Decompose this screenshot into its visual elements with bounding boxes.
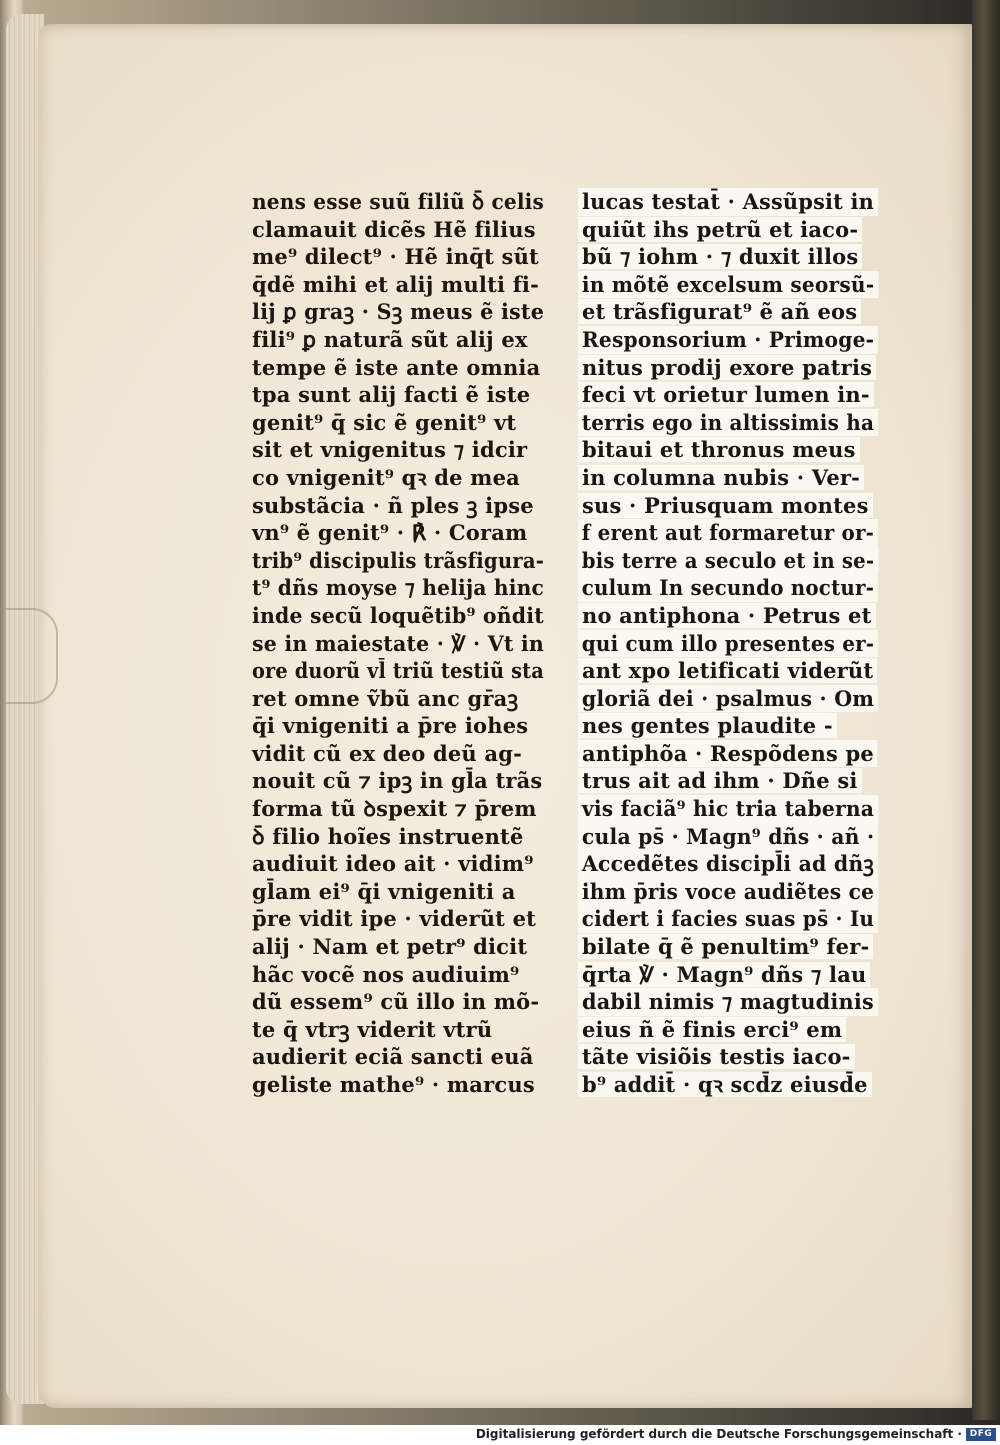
text-line bbox=[578, 850, 878, 878]
text-line bbox=[578, 878, 878, 906]
text-line-content: inde secũ loquẽtib⁹ oñdit bbox=[252, 602, 544, 628]
text-line bbox=[252, 216, 544, 244]
text-line bbox=[252, 961, 544, 989]
text-line-content: in mõtẽ excelsum seorsũ- bbox=[578, 271, 878, 299]
text-line bbox=[578, 961, 878, 989]
text-line-content: geliste mathe⁹ · marcus bbox=[252, 1072, 535, 1097]
text-line-content: feci vt orietur lumen in- bbox=[578, 382, 874, 407]
text-line-content: gl̄am ei⁹ q̄i vnigeniti a bbox=[252, 878, 516, 904]
text-line-content: ore duorũ vl̄ triũ testiũ sta bbox=[252, 658, 544, 684]
text-line bbox=[578, 1043, 878, 1071]
text-line-content: Responsorium · Primoge- bbox=[578, 326, 878, 354]
text-line-content: me⁹ dilect⁹ · Hẽ inq̄t sũt bbox=[252, 244, 539, 270]
text-line-content: substãcia · ñ ples ꝫ ipse bbox=[252, 492, 534, 518]
text-line bbox=[578, 354, 878, 382]
text-line-content: t⁹ dñs moyse ⁊ helija hinc bbox=[252, 575, 545, 601]
text-line bbox=[252, 354, 544, 382]
text-line-content: trib⁹ discipulis trãsfigura- bbox=[252, 547, 545, 573]
text-line-content: sit et vnigenitus ⁊ idcir bbox=[252, 437, 528, 463]
text-line bbox=[252, 712, 544, 740]
text-line-content: q̄i vnigeniti a p̄re iohes bbox=[252, 713, 529, 739]
text-line-content: antiphõa · Respõdens pe bbox=[578, 740, 878, 768]
text-line-content: co vnigenit⁹ qꝛ de mea bbox=[252, 464, 520, 490]
text-line-content: eius ñ ẽ finis erci⁹ em bbox=[578, 1017, 846, 1042]
text-line bbox=[578, 464, 878, 492]
text-line-content: q̄rta ℣ · Magn⁹ dñs ⁊ lau bbox=[578, 962, 870, 987]
text-line bbox=[578, 326, 878, 354]
text-line bbox=[578, 795, 878, 823]
text-line bbox=[252, 271, 544, 299]
text-line-content: gloriã dei · psalmus · Om bbox=[578, 685, 878, 713]
text-line bbox=[578, 216, 878, 244]
text-line bbox=[252, 243, 544, 271]
text-line-content: lucas testat̄ · Assũpsit in bbox=[578, 188, 878, 216]
text-line bbox=[252, 767, 544, 795]
text-line-content: no antiphona · Petrus et bbox=[578, 603, 876, 628]
text-line-content: dabil nimis ⁊ magtudinis bbox=[578, 988, 878, 1016]
text-line bbox=[252, 1071, 544, 1099]
text-line bbox=[578, 823, 878, 851]
text-line bbox=[252, 630, 544, 658]
text-line-content: ꝺ̄ filio hoĩes instruentẽ bbox=[252, 823, 524, 849]
text-line-content: nouit cũ ⁊ ipꝫ in gl̄a trãs bbox=[252, 768, 543, 794]
text-line bbox=[578, 988, 878, 1016]
digitization-credit: Digitalisierung gefördert durch die Deutsche Forschungsgemeinschaft · bbox=[475, 1427, 962, 1441]
text-line bbox=[252, 850, 544, 878]
text-line-content: ihm p̄ris voce audiẽtes ce bbox=[578, 878, 878, 906]
text-line-content: q̄dẽ mihi et alij multi fi- bbox=[252, 271, 540, 297]
text-line-content: vis faciã⁹ hic tria taberna bbox=[578, 795, 878, 823]
text-line-content: tãte visiõis testis iaco- bbox=[578, 1044, 855, 1069]
text-line bbox=[252, 519, 544, 547]
text-line bbox=[578, 243, 878, 271]
text-line-content: dũ essem⁹ cũ illo in mõ- bbox=[252, 989, 540, 1015]
text-line bbox=[578, 1016, 878, 1044]
text-line-content: bitaui et thronus meus bbox=[578, 437, 860, 462]
text-line-content: qui cum illo presentes er- bbox=[578, 630, 878, 658]
text-line-content: bũ ⁊ iohm · ⁊ duxit illos bbox=[578, 244, 862, 269]
text-line bbox=[578, 574, 878, 602]
text-line-content: in columna nubis · Ver- bbox=[578, 465, 864, 490]
text-line-content: fili⁹ ꝑ naturã sũt alij ex bbox=[252, 326, 528, 352]
text-line bbox=[252, 298, 544, 326]
text-line-content: terris ego in altissimis ha bbox=[578, 409, 878, 437]
text-line bbox=[578, 409, 878, 437]
text-line-content: cula ps̄ · Magn⁹ dñs · añ · bbox=[578, 823, 878, 851]
text-line bbox=[252, 381, 544, 409]
text-line-content: tempe ẽ iste ante omnia bbox=[252, 354, 541, 380]
text-line bbox=[252, 1016, 544, 1044]
text-line-content: ant xpo letificati viderũt bbox=[578, 658, 877, 683]
text-line bbox=[578, 685, 878, 713]
text-line bbox=[578, 271, 878, 299]
text-line bbox=[252, 933, 544, 961]
binding-edge bbox=[972, 0, 1000, 1420]
text-line bbox=[252, 685, 544, 713]
text-line bbox=[252, 602, 544, 630]
text-line-content: nitus prodij exore patris bbox=[578, 355, 876, 380]
text-line-content: Accedẽtes discipl̄i ad dñꝫ bbox=[578, 850, 878, 878]
text-line-content: se in maiestate · ℣ · Vt in bbox=[252, 630, 545, 656]
text-line bbox=[252, 823, 544, 851]
text-line bbox=[252, 409, 544, 437]
text-line bbox=[252, 547, 544, 575]
text-line-content: alij · Nam et petr⁹ dicit bbox=[252, 934, 528, 960]
text-line bbox=[252, 326, 544, 354]
text-line-content: b⁹ addit̄ · qꝛ scd̄z eiusd̄e bbox=[578, 1072, 872, 1097]
text-line-content: bilate q̄ ẽ penultim⁹ fer- bbox=[578, 934, 873, 959]
text-column-left bbox=[252, 188, 544, 1099]
text-line-content: trus ait ad ihm · Dñe si bbox=[578, 768, 862, 793]
text-line-content: vidit cũ ex deo deũ ag- bbox=[252, 740, 523, 766]
text-line bbox=[578, 712, 878, 740]
text-line-content: cidert i facies suas ps̄ · Iu bbox=[578, 905, 878, 933]
text-line bbox=[578, 602, 878, 630]
text-line bbox=[578, 933, 878, 961]
page-clip-mark bbox=[0, 608, 58, 704]
text-line-content: forma tũ ꝺspexit ⁊ p̄rem bbox=[252, 796, 537, 822]
text-line bbox=[252, 795, 544, 823]
text-line-content: genit⁹ q̄ sic ẽ genit⁹ vt bbox=[252, 409, 517, 435]
text-line bbox=[252, 740, 544, 768]
text-line bbox=[578, 630, 878, 658]
text-line-content: tpa sunt alij facti ẽ iste bbox=[252, 382, 531, 408]
text-line-content: bis terre a seculo et in se- bbox=[578, 547, 878, 575]
text-line-content: p̄re vidit ipe · viderũt et bbox=[252, 906, 537, 932]
text-line bbox=[252, 436, 544, 464]
text-line-content: clamauit dicẽs Hẽ filius bbox=[252, 216, 536, 242]
text-line bbox=[578, 657, 878, 685]
text-line-content: quiũt ihs petrũ et iaco- bbox=[578, 217, 862, 242]
text-line bbox=[578, 381, 878, 409]
text-line-content: nes gentes plaudite - bbox=[578, 713, 837, 738]
text-line bbox=[578, 905, 878, 933]
text-line bbox=[252, 574, 544, 602]
text-line bbox=[578, 547, 878, 575]
text-line bbox=[252, 1043, 544, 1071]
text-line-content: nens esse suũ filiũ ꝺ̄ celis bbox=[252, 189, 545, 214]
text-line-content: audierit eciã sancti euã bbox=[252, 1044, 534, 1070]
text-line bbox=[578, 767, 878, 795]
text-line bbox=[578, 188, 878, 216]
text-line-content: et trãsfigurat⁹ ẽ añ eos bbox=[578, 299, 861, 324]
text-line-content: lij ꝑ graꝫ · Sꝫ meus ẽ iste bbox=[252, 299, 545, 325]
text-line-content: culum In secundo noctur- bbox=[578, 574, 878, 602]
text-line bbox=[252, 492, 544, 520]
text-line bbox=[252, 988, 544, 1016]
text-line bbox=[252, 878, 544, 906]
text-line bbox=[578, 740, 878, 768]
text-line-content: ret omne ṽbũ anc gr̄aꝫ bbox=[252, 685, 519, 711]
text-line bbox=[252, 464, 544, 492]
text-line bbox=[252, 657, 544, 685]
dfg-logo: DFG bbox=[966, 1428, 996, 1441]
text-line bbox=[252, 188, 544, 216]
text-line bbox=[252, 905, 544, 933]
text-line-content: hãc vocẽ nos audiuim⁹ bbox=[252, 961, 520, 987]
text-line bbox=[578, 519, 878, 547]
text-line-content: sus · Priusquam montes bbox=[578, 493, 873, 518]
text-line bbox=[578, 1071, 878, 1099]
text-line-content: te q̄ vtrꝫ viderit vtrũ bbox=[252, 1016, 493, 1042]
text-line-content: f erent aut formaretur or- bbox=[578, 519, 878, 547]
text-line-content: audiuit ideo ait · vidim⁹ bbox=[252, 851, 534, 877]
text-line-content: vn⁹ ẽ genit⁹ · ℟ · Coram bbox=[252, 520, 528, 546]
text-line bbox=[578, 298, 878, 326]
digitization-footer bbox=[0, 1425, 1000, 1445]
text-line bbox=[578, 492, 878, 520]
text-line bbox=[578, 436, 878, 464]
text-column-right bbox=[578, 188, 878, 1099]
